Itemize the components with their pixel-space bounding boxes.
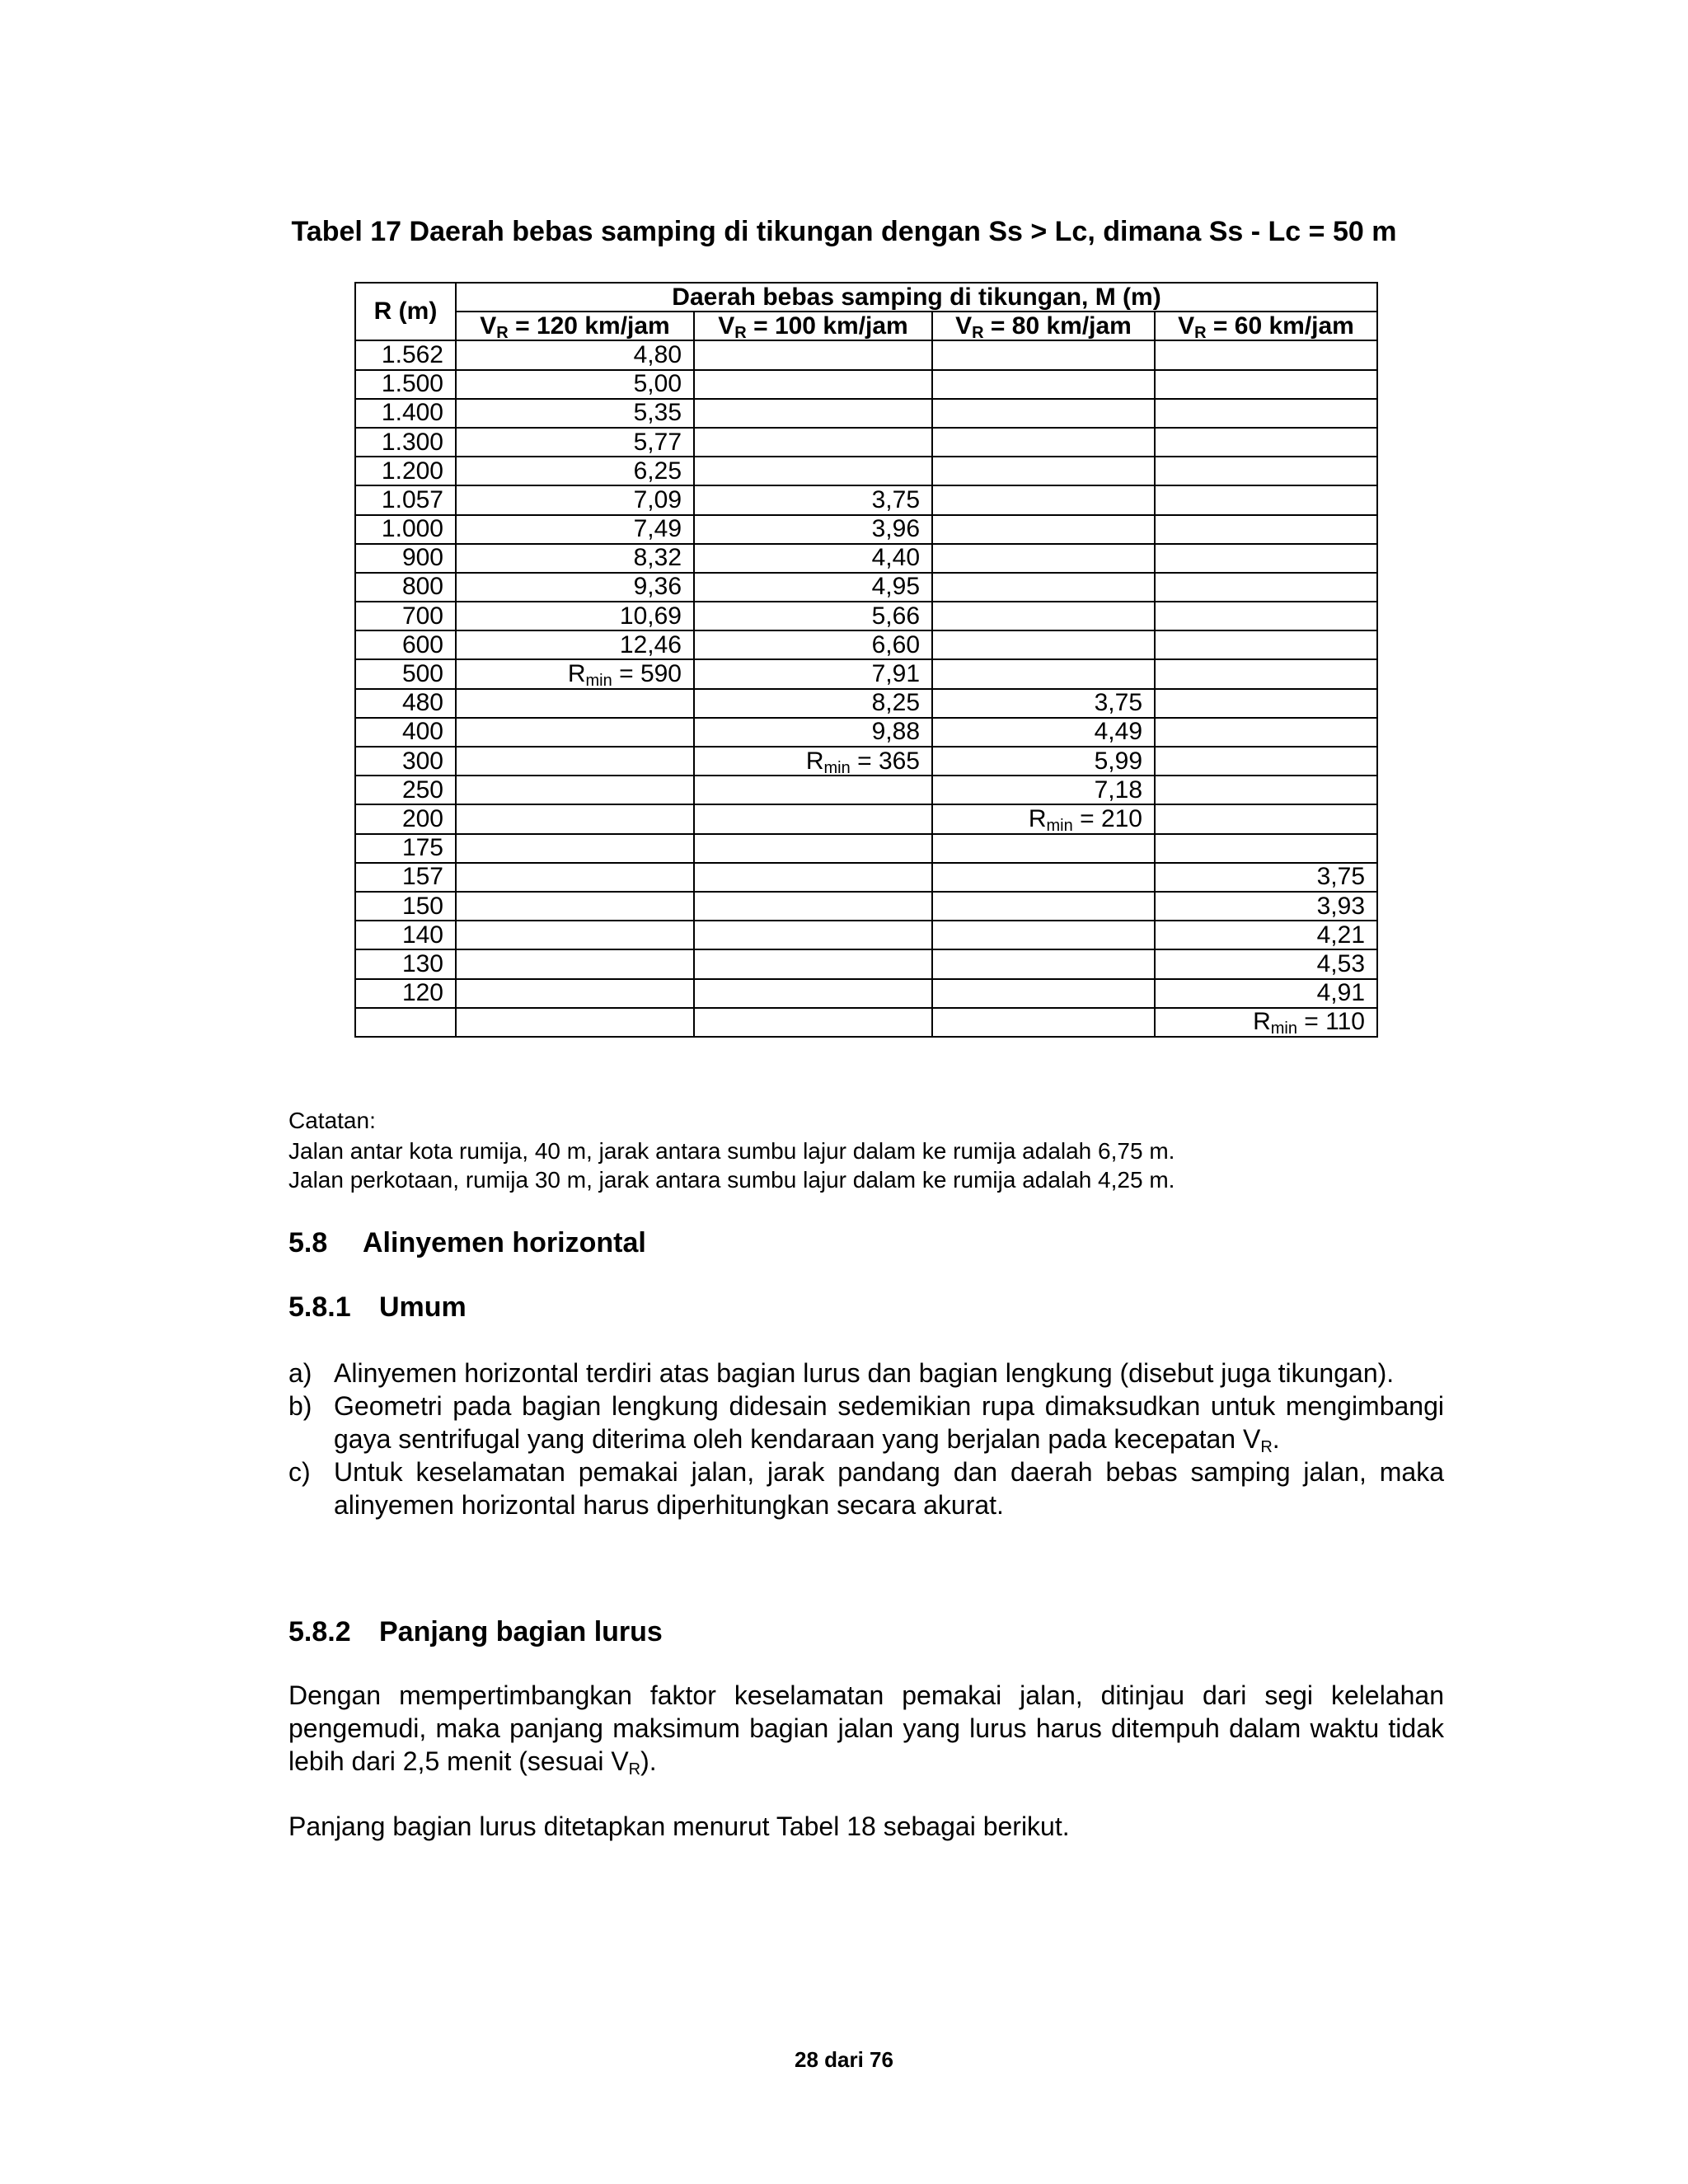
table-row: [355, 457, 1377, 485]
subscript: R: [628, 1760, 641, 1779]
table-row: [355, 689, 1377, 718]
cell-value: [694, 340, 932, 369]
cell-value: 3,75: [1155, 863, 1377, 892]
section-title: Alinyemen horizontal: [363, 1227, 646, 1258]
cell-value: [456, 804, 694, 833]
cell-value: [456, 834, 694, 863]
cell-radius: 140: [355, 921, 456, 949]
cell-value: $R_{min} = 590$: [456, 659, 694, 688]
cell-value: [932, 340, 1155, 369]
cell-value: [456, 863, 694, 892]
cell-value: [1155, 428, 1377, 457]
cell-radius: 157: [355, 863, 456, 892]
cell-value: [1155, 834, 1377, 863]
cell-value: 5,00: [456, 370, 694, 399]
paragraph-1: [288, 1679, 1444, 1778]
cell-value: 9,88: [694, 718, 932, 747]
table-row: [355, 630, 1377, 659]
section-number: 5.8.2: [288, 1616, 351, 1647]
table-row: [355, 776, 1377, 804]
table-row: [355, 428, 1377, 457]
cell-value: [932, 457, 1155, 485]
table-row: [355, 718, 1377, 747]
list-item: [288, 1390, 1444, 1455]
cell-value: [1155, 747, 1377, 776]
cell-value: [694, 949, 932, 978]
page-number: 28 dari 76: [795, 2047, 893, 2072]
cell-value: [932, 544, 1155, 573]
table-row: [355, 659, 1377, 688]
cell-value: [932, 370, 1155, 399]
cell-value: [1155, 515, 1377, 544]
cell-value: [932, 630, 1155, 659]
col-header: $V_R = 120$ km/jam: [456, 312, 694, 340]
table-row: [355, 370, 1377, 399]
section-number: 5.8: [288, 1227, 328, 1258]
subscript: R: [1260, 1438, 1273, 1456]
cell-value: 6,60: [694, 630, 932, 659]
cell-value: [456, 718, 694, 747]
col-header: $V_R = 100$ km/jam: [694, 312, 932, 340]
cell-value: 4,40: [694, 544, 932, 573]
cell-value: [694, 457, 932, 485]
cell-value: [694, 804, 932, 833]
cell-radius: 175: [355, 834, 456, 863]
cell-value: 8,25: [694, 689, 932, 718]
cell-value: 4,80: [456, 340, 694, 369]
section-title: Umum: [379, 1291, 467, 1323]
cell-value: [1155, 370, 1377, 399]
table-row: [355, 1008, 1377, 1037]
cell-value: [932, 485, 1155, 514]
paragraph-tail: ).: [640, 1746, 657, 1776]
cell-value: 3,96: [694, 515, 932, 544]
list-text: Geometri pada bagian lengkung didesain sedemikian rupa dimaksudkan untuk mengimbangi gaya sentrifugal yang diterima oleh kendaraan yang berjalan pada kecepatan V: [334, 1391, 1444, 1454]
header-r: R (m): [355, 283, 456, 340]
cell-value: [456, 979, 694, 1008]
cell-value: 4,53: [1155, 949, 1377, 978]
cell-value: [932, 602, 1155, 630]
list-item: [288, 1455, 1444, 1521]
cell-radius: 200: [355, 804, 456, 833]
paragraph-2: Panjang bagian lurus ditetapkan menurut Tabel 18 sebagai berikut.: [288, 1811, 1070, 1841]
list-text-tail: .: [1272, 1424, 1280, 1454]
cell-radius: 250: [355, 776, 456, 804]
section-heading-5-8: [288, 1227, 646, 1259]
cell-value: 6,25: [456, 457, 694, 485]
cell-radius: 1.200: [355, 457, 456, 485]
table-caption: Tabel 17 Daerah bebas samping di tikungan dengan Ss > Lc, dimana Ss - Lc = 50 m: [291, 216, 1397, 247]
cell-value: [694, 863, 932, 892]
cell-radius: 1.057: [355, 485, 456, 514]
note-line-2: Jalan perkotaan, rumija 30 m, jarak antara sumbu lajur dalam ke rumija adalah 4,25 m.: [288, 1167, 1175, 1193]
cell-value: [456, 689, 694, 718]
cell-value: [694, 776, 932, 804]
cell-radius: 400: [355, 718, 456, 747]
cell-value: [694, 921, 932, 949]
paragraph-text: Dengan mempertimbangkan faktor keselamatan pemakai jalan, ditinjau dari segi kelelahan pengemudi, maka panjang maksimum bagian jalan yang lurus harus ditempuh dalam waktu tidak lebih dari 2,5 menit (sesuai V: [288, 1680, 1444, 1776]
table-row: [355, 747, 1377, 776]
col-header: $V_R = 80$ km/jam: [932, 312, 1155, 340]
table-row: [355, 340, 1377, 369]
cell-value: [456, 1008, 694, 1037]
cell-value: 7,09: [456, 485, 694, 514]
cell-value: 5,35: [456, 399, 694, 428]
cell-value: [694, 370, 932, 399]
cell-value: 12,46: [456, 630, 694, 659]
cell-value: [1155, 399, 1377, 428]
cell-value: [1155, 804, 1377, 833]
table-row: [355, 834, 1377, 863]
cell-value: [932, 515, 1155, 544]
table-row: [355, 863, 1377, 892]
cell-value: 8,32: [456, 544, 694, 573]
umum-list: [288, 1357, 1444, 1521]
cell-value: 7,18: [932, 776, 1155, 804]
cell-value: 7,49: [456, 515, 694, 544]
table-row: [355, 399, 1377, 428]
table-row: [355, 544, 1377, 573]
section-heading-5-8-1: [288, 1291, 467, 1324]
cell-radius: 480: [355, 689, 456, 718]
cell-radius: 700: [355, 602, 456, 630]
cell-value: [456, 747, 694, 776]
cell-value: [932, 1008, 1155, 1037]
cell-radius: 120: [355, 979, 456, 1008]
cell-radius: 130: [355, 949, 456, 978]
cell-value: [932, 979, 1155, 1008]
cell-radius: 900: [355, 544, 456, 573]
cell-value: [694, 1008, 932, 1037]
cell-value: 5,77: [456, 428, 694, 457]
cell-radius: 300: [355, 747, 456, 776]
header-group: Daerah bebas samping di tikungan, M (m): [456, 283, 1377, 312]
cell-value: [932, 573, 1155, 602]
section-heading-5-8-2: [288, 1616, 663, 1648]
table-row: [355, 921, 1377, 949]
cell-value: $R_{min} = 210$: [932, 804, 1155, 833]
list-label: b): [288, 1391, 312, 1421]
cell-value: [456, 949, 694, 978]
cell-value: [694, 428, 932, 457]
cell-value: 9,36: [456, 573, 694, 602]
cell-radius: 1.300: [355, 428, 456, 457]
cell-value: 5,99: [932, 747, 1155, 776]
cell-value: [1155, 630, 1377, 659]
table-row: [355, 979, 1377, 1008]
cell-value: 10,69: [456, 602, 694, 630]
cell-radius: [355, 1008, 456, 1037]
cell-value: [932, 399, 1155, 428]
list-label: a): [288, 1358, 312, 1388]
cell-value: 4,91: [1155, 979, 1377, 1008]
cell-value: 4,95: [694, 573, 932, 602]
cell-value: [1155, 544, 1377, 573]
cell-value: [1155, 689, 1377, 718]
cell-value: [932, 659, 1155, 688]
section-title: Panjang bagian lurus: [379, 1616, 663, 1647]
cell-value: [1155, 776, 1377, 804]
cell-radius: 600: [355, 630, 456, 659]
list-item: [288, 1357, 1444, 1390]
cell-radius: 800: [355, 573, 456, 602]
cell-value: [932, 892, 1155, 921]
cell-radius: 150: [355, 892, 456, 921]
cell-value: 3,75: [694, 485, 932, 514]
cell-value: [694, 979, 932, 1008]
table-row: [355, 515, 1377, 544]
list-text: Alinyemen horizontal terdiri atas bagian lurus dan bagian lengkung (disebut juga tikungan).: [334, 1358, 1395, 1388]
notes-title: Catatan:: [288, 1108, 376, 1133]
cell-radius: 500: [355, 659, 456, 688]
table-row: [355, 485, 1377, 514]
cell-value: [1155, 718, 1377, 747]
cell-value: [694, 399, 932, 428]
list-text: Untuk keselamatan pemakai jalan, jarak pandang dan daerah bebas samping jalan, maka alinyemen horizontal harus diperhitungkan secara akurat.: [334, 1457, 1444, 1520]
table-row: [355, 573, 1377, 602]
cell-value: [1155, 573, 1377, 602]
cell-value: [932, 921, 1155, 949]
cell-value: 4,21: [1155, 921, 1377, 949]
note-line-1: Jalan antar kota rumija, 40 m, jarak antara sumbu lajur dalam ke rumija adalah 6,75 m.: [288, 1138, 1175, 1164]
table-17: [354, 282, 1378, 1038]
cell-value: [456, 892, 694, 921]
cell-value: [456, 776, 694, 804]
cell-value: 3,93: [1155, 892, 1377, 921]
cell-value: 7,91: [694, 659, 932, 688]
cell-value: [932, 834, 1155, 863]
cell-value: $R_{min} = 365$: [694, 747, 932, 776]
cell-value: 4,49: [932, 718, 1155, 747]
cell-value: [932, 863, 1155, 892]
cell-radius: 1.000: [355, 515, 456, 544]
col-header: $V_R = 60$ km/jam: [1155, 312, 1377, 340]
cell-value: [694, 892, 932, 921]
cell-value: [1155, 602, 1377, 630]
cell-value: $R_{min} = 110$: [1155, 1008, 1377, 1037]
table-row: [355, 892, 1377, 921]
cell-value: [932, 949, 1155, 978]
cell-value: [1155, 485, 1377, 514]
cell-radius: 1.562: [355, 340, 456, 369]
cell-radius: 1.500: [355, 370, 456, 399]
cell-value: [456, 921, 694, 949]
table-row: [355, 804, 1377, 833]
section-number: 5.8.1: [288, 1291, 351, 1323]
cell-value: 3,75: [932, 689, 1155, 718]
table-row: [355, 949, 1377, 978]
cell-value: [1155, 659, 1377, 688]
cell-value: [694, 834, 932, 863]
cell-value: 5,66: [694, 602, 932, 630]
cell-value: [932, 428, 1155, 457]
cell-value: [1155, 457, 1377, 485]
table-row: [355, 602, 1377, 630]
list-label: c): [288, 1457, 311, 1487]
cell-value: [1155, 340, 1377, 369]
cell-radius: 1.400: [355, 399, 456, 428]
